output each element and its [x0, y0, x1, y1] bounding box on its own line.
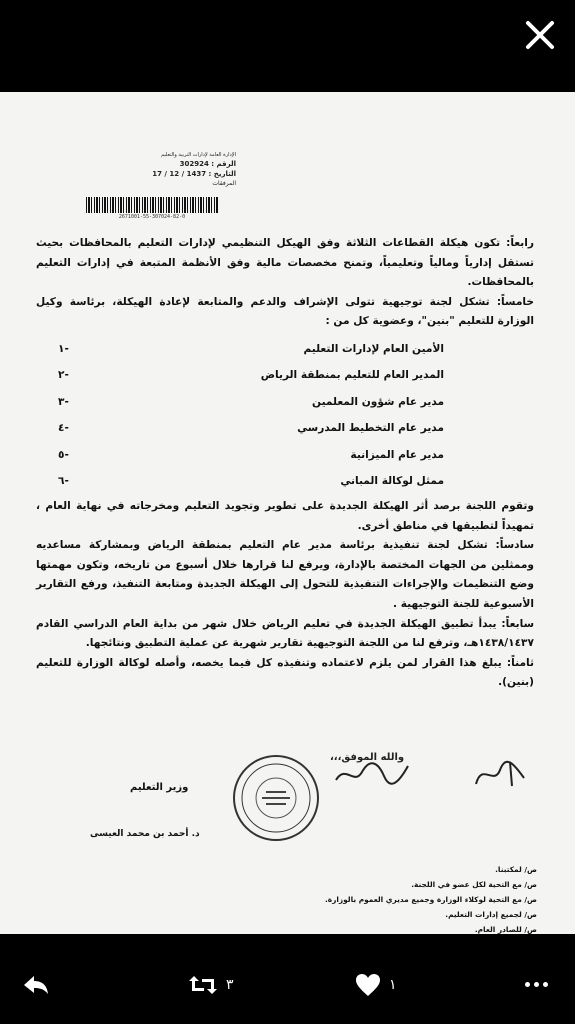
list-item: -٦ ممثل لوكالة المباني: [58, 475, 444, 488]
heart-icon: [355, 973, 381, 997]
list-item: -١ الأمين العام لإدارات التعليم: [58, 342, 444, 355]
paragraph-7: سابعاً: يبدأ تطبيق الهيكلة الجديدة في تعليم الرياض خلال شهر من بداية العام الدراسي القادم ١٤٣٨/١٤٣٧هـ، وترفع لنا من اللجنة التوجيهية تقارير شهرية عن عملية التطبيق ونتائجها.: [36, 617, 534, 650]
date-label: التاريخ: [213, 170, 236, 178]
official-seal: [232, 754, 320, 842]
number-value: 302924: [179, 160, 209, 168]
date-value: 1437 / 12 / 17: [152, 170, 207, 178]
cc-line: ص/ مع التحية لوكلاء الوزارة وجميع مديري العموم بالوزارة.: [324, 895, 537, 904]
cc-line: ص/ للصادر العام.: [474, 925, 537, 934]
paragraph-8: ثامناً: يبلغ هذا القرار لمن يلزم لاعتماده وتنفيذه كل فيما يخصه، وأصله لوكالة الوزارة للتعليم (بنين).: [36, 656, 534, 689]
close-icon[interactable]: [523, 18, 557, 52]
closing-phrase: والله الموفق،،،: [330, 752, 405, 763]
list-item: -٢ المدير العام للتعليم بمنطقة الرياض: [58, 369, 444, 382]
retweet-count: ٣: [226, 977, 234, 993]
top-bar: [0, 0, 575, 92]
attachments-label: المرفقات: [212, 180, 236, 187]
reply-icon: [22, 973, 50, 997]
number-label: الرقم: [216, 160, 236, 168]
document-header: الإدارة العامة لإدارات التربية والتعليم الرقم : 302924 التاريخ : 1437 / 12 / 17 المرفقات: [86, 152, 236, 189]
paragraph-6: سادساً: تشكل لجنة تنفيذية برئاسة مدير عام التعليم بمنطقة الرياض وبمشاركة مساعديه وممثلين من الجهات المختصة بالإدارة، ويرفع لنا قرارها خلال أسبوع من تاريخه، وتكون مهمتها وضع التنظيمات والإجراءات التنفيذية للتحول إلى الهيكلة الجديدة ومتابعة التنفيذ، ورفع التقارير الأسبوعية للجنة التوجيهية .: [36, 539, 534, 610]
barcode: [86, 197, 218, 213]
cc-line: ص/ لمكتبنا.: [495, 865, 537, 874]
retweet-icon: [188, 974, 218, 996]
paragraph-5b: وتقوم اللجنة برصد أثر الهيكلة الجديدة على تطوير وتجويد التعليم ومخرجاته في نهاية العام ، تمهيداً لتطبيقها في مناطق أخرى.: [36, 499, 534, 532]
signatory-title: وزير التعليم: [130, 782, 189, 793]
committee-members-list: [36, 336, 534, 495]
handwritten-signature: [332, 756, 412, 792]
paragraph-5: خامساً: تشكل لجنة توجيهية تتولى الإشراف والدعم والمتابعة لإعادة الهيكلة، برئاسة وكيل الوزارة للتعليم "بنين"، وعضوية كل من :: [36, 295, 534, 328]
like-button[interactable]: [355, 972, 397, 998]
like-count: ١: [389, 977, 397, 993]
signatory-name: د. أحمد بن محمد العيسى: [90, 829, 200, 839]
action-bar: [0, 934, 575, 1024]
cc-line: ص/ لجميع إدارات التعليم.: [445, 910, 537, 919]
cc-line: ص/ مع التحية لكل عضو في اللجنة.: [411, 880, 537, 889]
retweet-button[interactable]: [188, 972, 234, 998]
document-image: [0, 92, 575, 934]
list-item: -٥ مدير عام الميزانية: [58, 448, 444, 461]
barcode-number: 2671001-55-307024-82-0: [118, 214, 186, 220]
handwritten-signature: [470, 756, 530, 792]
list-item: -٤ مدير عام التخطيط المدرسي: [58, 422, 444, 435]
paragraph-4: رابعاً: تكون هيكلة القطاعات الثلاثة وفق الهيكل التنظيمي لإدارات التعليم بالمحافظات بحيث تستقل إدارياً ومالياً وتعليمياً، وتمنح مخصصات مالية وفق الأنظمة المتبعة في إدارات التعليم بالمحافظات.: [36, 237, 534, 289]
reply-button[interactable]: [22, 972, 50, 998]
more-icon[interactable]: [525, 982, 548, 987]
list-item: -٣ مدير عام شؤون المعلمين: [58, 395, 444, 408]
document-body: [36, 234, 534, 693]
org-name: الإدارة العامة لإدارات التربية والتعليم: [161, 152, 236, 158]
copies-list: [117, 862, 537, 934]
